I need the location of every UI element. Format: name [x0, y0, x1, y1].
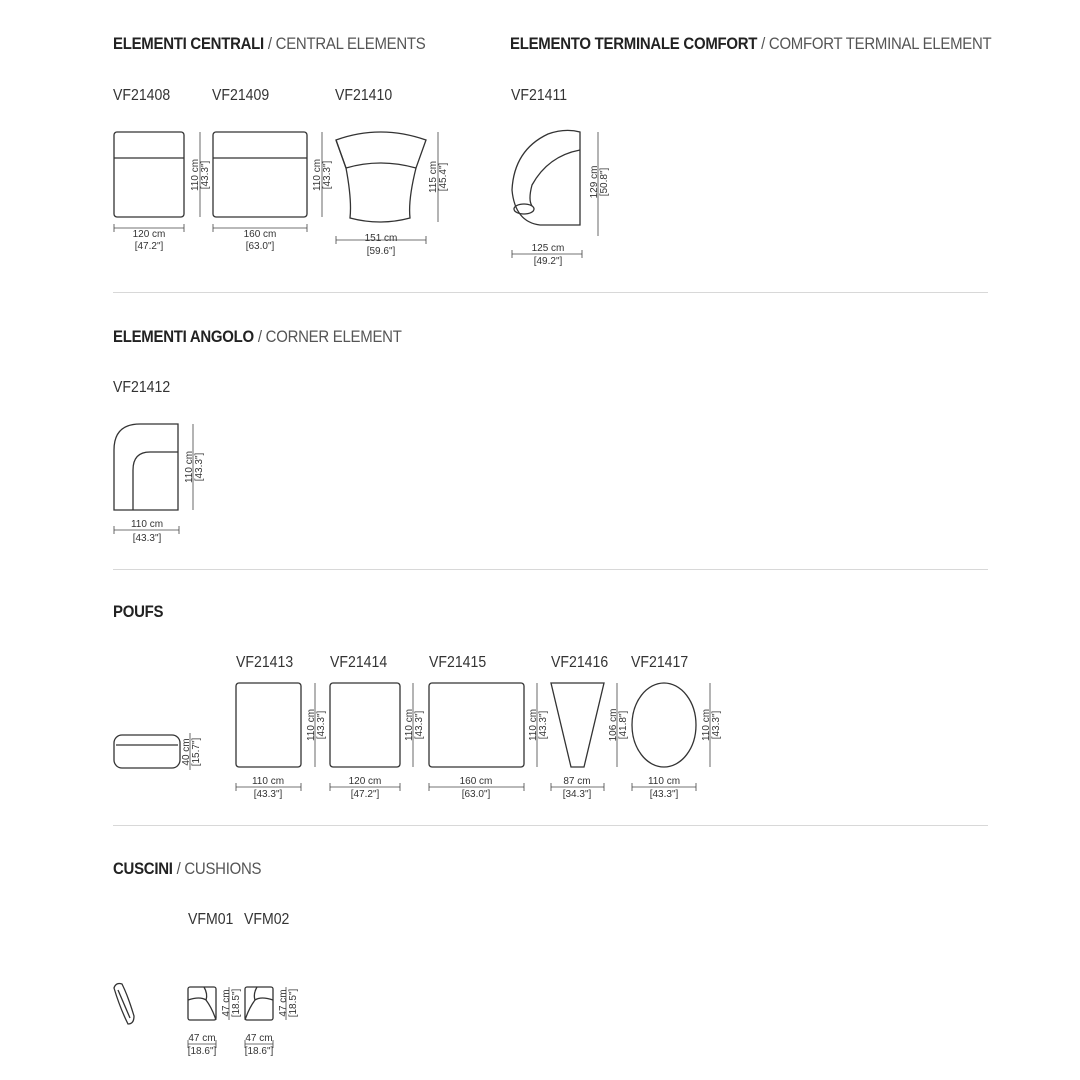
dim-height-cm: 110 cm — [528, 708, 539, 742]
code-vf21412: VF21412 — [113, 379, 171, 396]
section-title-central: ELEMENTI CENTRALI / CENTRAL ELEMENTS — [113, 34, 426, 53]
dim-height-in: [43.3"] — [538, 710, 549, 740]
drawing-vf21410 — [336, 132, 449, 257]
dim-height-in: [43.3"] — [316, 710, 327, 740]
dim-width-cm: 87 cm — [563, 776, 591, 787]
dim-height-cm: 106 cm — [608, 708, 619, 742]
dim-width-in: [47.2"] — [134, 241, 164, 252]
section-title-cushions: CUSCINI / CUSHIONS — [113, 859, 262, 878]
dim-height-in: [18.5"] — [288, 988, 299, 1018]
code-vf21413: VF21413 — [236, 654, 294, 671]
dim-width-cm: 125 cm — [531, 243, 565, 254]
dim-width-cm: 160 cm — [459, 776, 493, 787]
dim-height-cm: 110 cm — [312, 158, 323, 192]
section-title-corner: ELEMENTI ANGOLO / CORNER ELEMENT — [113, 327, 402, 346]
code-vf21409: VF21409 — [212, 87, 270, 104]
code-vf21416: VF21416 — [551, 654, 609, 671]
dim-width-cm: 110 cm — [130, 519, 164, 530]
code-vf21415: VF21415 — [429, 654, 487, 671]
dim-height-in: [45.4"] — [438, 162, 449, 192]
code-vfm02: VFM02 — [244, 911, 290, 928]
dim-width-cm: 47 cm — [245, 1033, 273, 1044]
dim-height-cm: 115 cm — [428, 160, 439, 194]
dim-height-in: [18.5"] — [231, 988, 242, 1018]
dim-height-cm: 110 cm — [306, 708, 317, 742]
dim-width-in: [59.6"] — [366, 246, 396, 257]
dim-height-in: [43.3"] — [322, 160, 333, 190]
code-vf21414: VF21414 — [330, 654, 388, 671]
dim-height-cm: 110 cm — [404, 708, 415, 742]
dim-width-cm: 120 cm — [132, 229, 166, 240]
code-vf21411: VF21411 — [511, 87, 568, 104]
section-title-poufs: POUFS — [113, 602, 164, 621]
section-title-terminal: ELEMENTO TERMINALE COMFORT / COMFORT TERMINAL ELEMENT — [510, 34, 992, 53]
code-vf21408: VF21408 — [113, 87, 171, 104]
dim-height-in: [41.8"] — [618, 710, 629, 740]
dim-width-cm: 110 cm — [251, 776, 285, 787]
dim-width-cm: 151 cm — [364, 233, 398, 244]
code-vfm01: VFM01 — [188, 911, 234, 928]
drawing-pouf-side — [114, 733, 202, 770]
dim-width-cm: 120 cm — [348, 776, 382, 787]
drawing-vf21417 — [632, 683, 722, 800]
dim-width-in: [43.3"] — [649, 789, 679, 800]
dim-width-in: [47.2"] — [350, 789, 380, 800]
dim-width-in: [43.3"] — [253, 789, 283, 800]
drawing-vfm02 — [245, 987, 299, 1057]
drawing-vf21411 — [512, 130, 610, 267]
drawing-vf21414 — [330, 683, 425, 800]
dim-height-in: [43.3"] — [194, 452, 205, 482]
dim-width-in: [18.6"] — [244, 1046, 274, 1057]
drawing-vf21413 — [236, 683, 327, 800]
drawing-vfm01 — [188, 987, 242, 1057]
dim-width-cm: 160 cm — [243, 229, 277, 240]
dim-width-in: [34.3"] — [562, 789, 592, 800]
dim-height-cm: 110 cm — [701, 708, 712, 742]
drawing-vf21409 — [213, 132, 333, 252]
dim-height-cm: 40 cm — [181, 738, 192, 766]
drawing-cushion-side — [114, 984, 134, 1025]
dim-height-in: [43.3"] — [200, 160, 211, 190]
dim-height-cm: 110 cm — [184, 450, 195, 484]
dim-height-cm: 47 cm — [221, 989, 232, 1017]
dim-width-in: [63.0"] — [461, 789, 491, 800]
dim-height-in: [15.7"] — [191, 737, 202, 767]
dim-height-in: [43.3"] — [711, 710, 722, 740]
dim-width-in: [63.0"] — [245, 241, 275, 252]
drawing-vf21416 — [551, 683, 629, 800]
drawing-vf21415 — [429, 683, 549, 800]
dim-height-in: [43.3"] — [414, 710, 425, 740]
dim-height-cm: 129 cm — [589, 165, 600, 199]
dim-width-in: [43.3"] — [132, 533, 162, 544]
dim-height-in: [50.8"] — [599, 167, 610, 197]
dim-width-cm: 110 cm — [647, 776, 681, 787]
code-vf21410: VF21410 — [335, 87, 393, 104]
dim-width-in: [49.2"] — [533, 256, 563, 267]
drawing-vf21408 — [114, 132, 211, 252]
dim-height-cm: 110 cm — [190, 158, 201, 192]
dim-height-cm: 47 cm — [278, 989, 289, 1017]
dim-width-in: [18.6"] — [187, 1046, 217, 1057]
code-vf21417: VF21417 — [631, 654, 689, 671]
drawing-vf21412 — [114, 424, 205, 544]
dim-width-cm: 47 cm — [188, 1033, 216, 1044]
